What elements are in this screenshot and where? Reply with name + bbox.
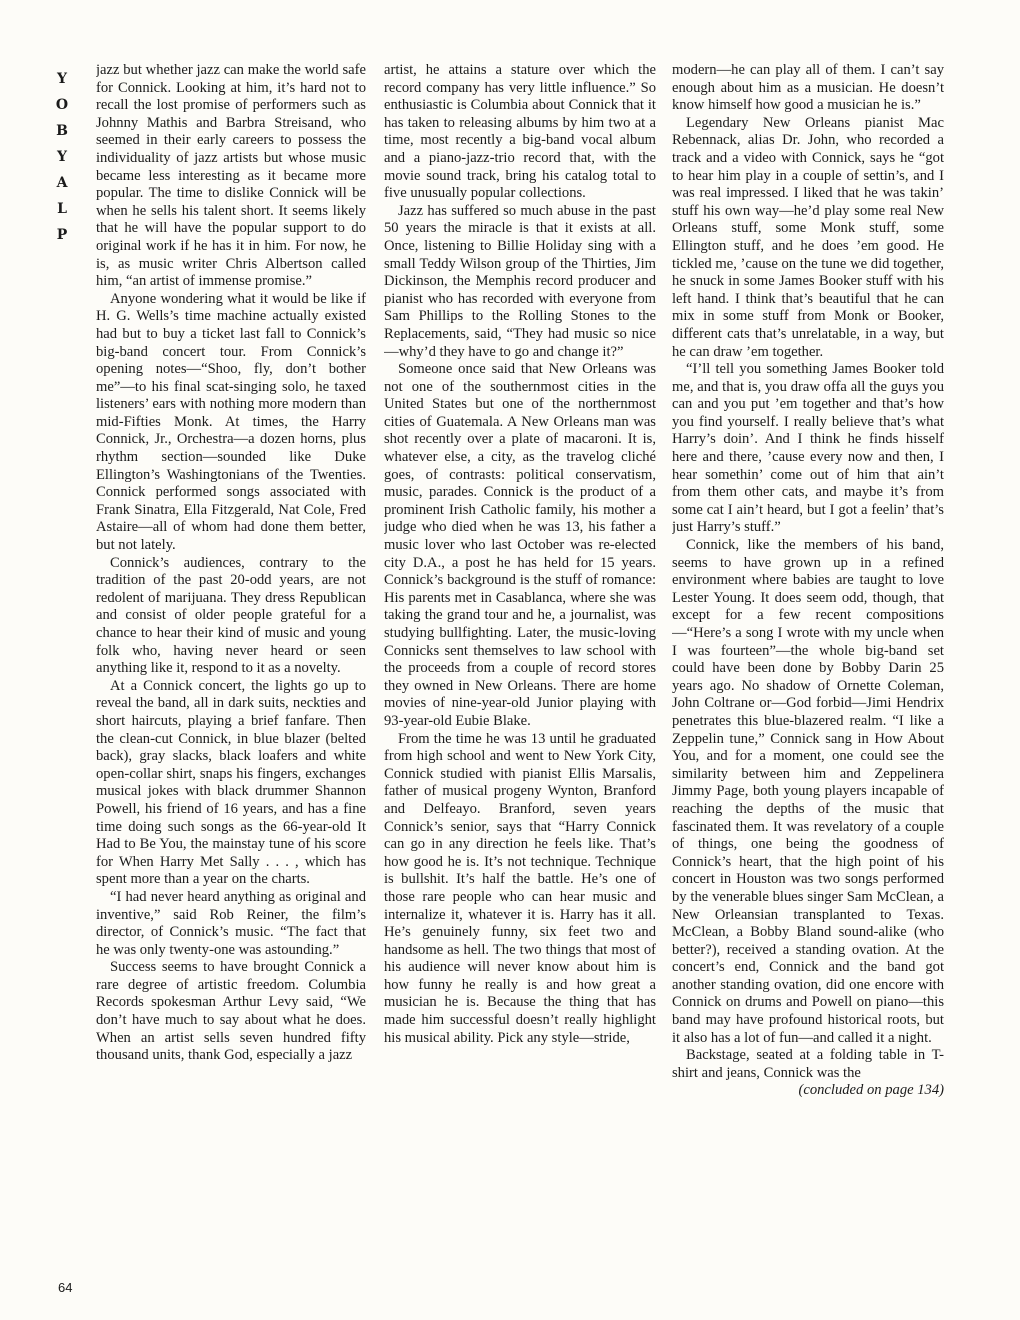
- brand-letter: O: [55, 97, 69, 113]
- article-paragraph: modern—he can play all of them. I can’t say enough about him as a musician. He doesn’t know himself how good a musician he is.”: [672, 62, 944, 114]
- article-column-2: [384, 62, 656, 1302]
- page-number: 64: [58, 1280, 73, 1295]
- article-paragraph: jazz but whether jazz can make the world safe for Connick. Looking at him, it’s hard not to recall the lost promise of performers such as Johnny Mathis and Barbra Streisand, who seemed in their early careers to possess the individuality of jazz artists but whose music became less interesting as it became more popular. The time to dislike Connick will be when he sells his talent short. It seems likely that he will have the popular support to do original work if he has it in him. For now, he is, as music writer Chris Albertson called him, “an artist of immense promise.”: [96, 62, 366, 290]
- article-paragraph: artist, he attains a stature over which the record company has very little influence.” So enthusiastic is Columbia about Connick that it has taken to releasing albums by him two at a time, most recently a big-band vocal album and a piano-jazz-trio record that, with the movie sound track, bring his catalog total to five unusually popular collections.: [384, 62, 656, 202]
- article-paragraph: Legendary New Orleans pianist Mac Rebennack, alias Dr. John, who recorded a track and a video with Connick, says he “got to hear him play in a couple of settin’s, and I was real impressed. I liked that he was takin’ stuff his own way—he’d play some real New Orleans stuff, some Monk stuff, some Ellington stuff, and he does ’em good. He tickled me, ’cause on the tune we did together, he snuck in some James Booker stuff with his left hand. I think that’s beautiful that he can mix in some stuff from Monk or Booker, different cats that’s unrelatable, in a way, but he can draw ’em together.: [672, 114, 944, 360]
- brand-letter: Y: [57, 149, 67, 165]
- article-paragraph: Someone once said that New Orleans was not one of the southernmost cities in the United States but one of the northernmost cities of Guatemala. A New Orleans man was shot recently over a plate of macaroni. It is, whatever else, a city, as the travelog cliché goes, of contrasts: political conservatism, music, parades. Connick is the product of a prominent Irish Catholic family, his mother a judge who died when he was 13, his father a music lover who last October was re-elected city D.A., a post he has held for 15 years. Connick’s background is the stuff of romance: His parents met in Casablanca, where she was taking the grand tour and he, a journalist, was studying bullfighting. Later, the music-loving Connicks sent themselves to law school with the proceeds from a couple of record stores they owned in New Orleans. There are home movies of nine-year-old Junior playing with 93-year-old Eubie Blake.: [384, 361, 656, 729]
- article-paragraph: Success seems to have brought Connick a rare degree of artistic freedom. Columbia Records spokesman Arthur Levy said, “We don’t have much to say about what he does. When an artist sells seven hundred fifty thousand units, thank God, especially a jazz: [96, 959, 366, 1064]
- continuation-note: (concluded on page 134): [798, 1082, 944, 1099]
- brand-letter: L: [57, 201, 67, 217]
- brand-letter: P: [56, 227, 68, 243]
- brand-letter: A: [56, 175, 68, 191]
- brand-letter: Y: [57, 71, 67, 87]
- article-paragraph: Anyone wondering what it would be like if H. G. Wells’s time machine actually existed had but to buy a ticket last fall to Connick’s big-band concert tour. From Connick’s opening notes—“Shoo, fly, don’t bother me”—to his final scat-singing solo, he taxed listeners’ ears with nothing more modern than mid-Fifties Monk. At times, the Harry Connick, Jr., Orchestra—a dozen horns, plus rhythm section—sounded like Duke Ellington’s Washingtonians of the Twenties. Connick performed songs associated with Frank Sinatra, Ella Fitzgerald, Nat Cole, Fred Astaire—all of whom had done them better, but not lately.: [96, 290, 366, 554]
- article-paragraph: Jazz has suffered so much abuse in the past 50 years the miracle is that it exists at all. Once, listening to Billie Holiday sing with a small Teddy Wilson group of the Thirties, Jim Dickinson, the Memphis record producer and pianist who has recorded with everyone from Sam Phillips to the Rolling Stones to the Replacements, said, “They had music so nice—why’d they have to go and change it?”: [384, 202, 656, 360]
- brand-letter: B: [56, 123, 68, 139]
- article-paragraph: Connick, like the members of his band, seems to have grown up in a refined environment where babies are taught to love Lester Young. It does seem odd, though, that except for a few recent compositions—“Here’s a song I wrote with my uncle when I was fourteen”—the whole big-band set could have been done by Bobby Darin 25 years ago. No shadow of Ornette Coleman, John Coltrane or—God forbid—Jimi Hendrix penetrates this blue-blazered realm. “I like a Zeppelin tune,” Connick sang in How About You, and for a moment, one could see the similarity between him and Zeppelinera Jimmy Page, both young players incapable of reaching the depths of the music that fascinated them. It was revelatory of a couple of things, one being the goodness of Connick’s heart, that the high point of his concert in Houston was two songs performed by the venerable blues singer Sam McClean, a New Orleansian transplanted to Texas. McClean, a Bobby Bland sound-alike (who better?), received a standing ovation. At the concert’s end, Connick and the band got another standing ovation, did one encore with Connick on drums and Powell on piano—this band may have profound historical roots, but it also has a lot of fun—and called it a night.: [672, 537, 944, 1046]
- magazine-brand-vertical: [54, 66, 70, 248]
- article-paragraph: At a Connick concert, the lights go up to reveal the band, all in dark suits, neckties and short haircuts, playing a brief fanfare. Then the clean-cut Connick, in blue blazer (belted back), gray slacks, black loafers and white open-collar shirt, snaps his fingers, exchanges musical jokes with black drummer Shannon Powell, his friend of 16 years, and has a fine time doing such songs as the 66-year-old It Had to Be You, the mainstay tune of his score for When Harry Met Sally . . . , which has spent more than a year on the charts.: [96, 677, 366, 888]
- article-column-3: [672, 62, 944, 1302]
- article-paragraph: From the time he was 13 until he graduated from high school and went to New York City, Connick studied with pianist Ellis Marsalis, father of musical progeny Wynton, Branford and Delfeayo. Branford, seven years Connick’s senior, says that “Harry Connick can go in any direction he feels like. That’s how good he is. It’s not technique. Technique is bullshit. It’s half the battle. He’s one of those rare people who can hear music and internalize it, whatever it is. Harry has it all. He’s genuinely funny, six feet two and handsome as hell. The two things that most of his audience will never know about him is how funny he really is and how great a musician he is. Because the thing that has made him successful doesn’t really highlight his musical ability. Pick any style—stride,: [384, 730, 656, 1046]
- article-column-1: [96, 62, 366, 1302]
- article-paragraph: “I’ll tell you something James Booker told me, and that is, you draw offa all the guys you can and you put ’em together and that’s how you find yourself. I really believe that’s what Harry’s doin’. And I think he finds hisself here and there, ’cause every now and then, I hear somethin’ come out of him that ain’t from them other cats, and maybe it’s from some cat I ain’t heard, but I got a feelin’ that’s just Harry’s stuff.”: [672, 361, 944, 536]
- article-paragraph: “I had never heard anything as original and inventive,” said Rob Reiner, the film’s director, of Connick’s music. “The fact that he was only twenty-one was astounding.”: [96, 888, 366, 958]
- article-paragraph: Connick’s audiences, contrary to the tradition of the past 20-odd years, are not redolent of marijuana. They dress Republican and consist of older people grateful for a chance to hear their kind of music and young folk who, having never heard or seen anything like it, respond to it as a novelty.: [96, 554, 366, 677]
- article-paragraph: Backstage, seated at a folding table in T-shirt and jeans, Connick was the: [672, 1047, 944, 1081]
